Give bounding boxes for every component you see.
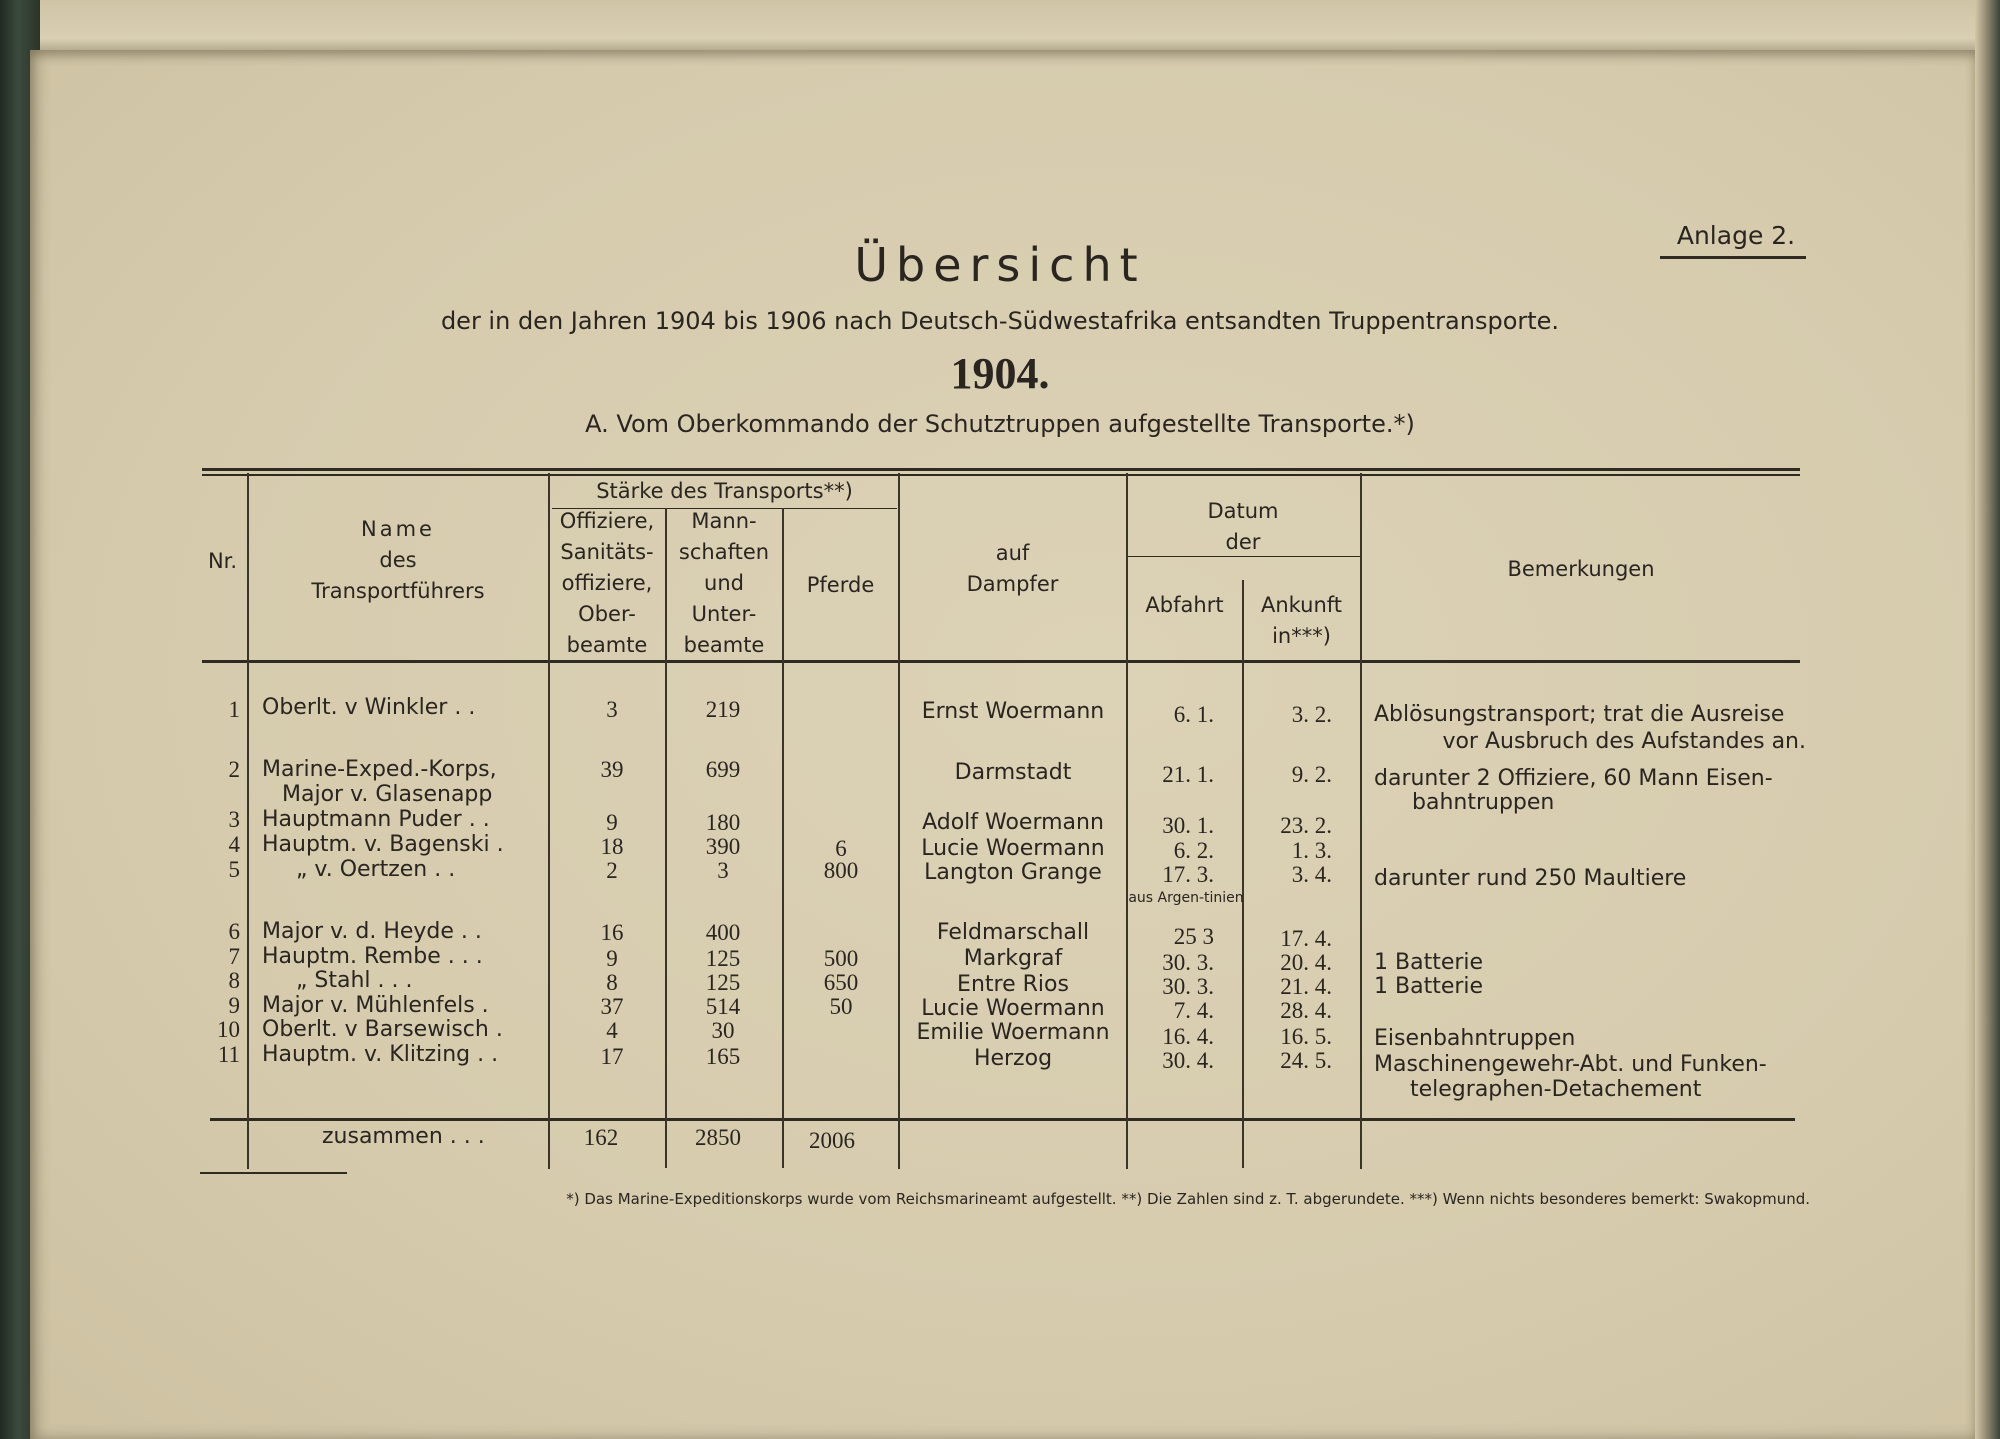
row-men: 30	[711, 1018, 735, 1043]
row-men: 125	[705, 970, 741, 995]
row-departure: 21. 1.	[1162, 762, 1214, 787]
row-name: Hauptm. v. Bagenski .	[262, 832, 504, 857]
row-departure: 6. 2.	[1173, 838, 1214, 863]
row-departure: 30. 1.	[1162, 813, 1214, 838]
row-officers: 8	[606, 970, 618, 995]
row-remarks: darunter rund 250 Maultiere	[1374, 866, 1687, 891]
header-horses: Pferde	[806, 573, 875, 597]
column-rule	[782, 508, 784, 1168]
row-name: Hauptm. v. Klitzing . .	[262, 1042, 499, 1067]
row-officers: 37	[600, 994, 624, 1019]
row-officers: 3	[606, 697, 618, 722]
row-remarks-cont: bahntruppen	[1412, 790, 1555, 815]
row-name: Major v. Mühlenfels .	[262, 993, 489, 1018]
row-horses: 800	[823, 858, 859, 883]
row-steamer: Emilie Woermann	[916, 1020, 1110, 1045]
header-arrival	[1244, 590, 1359, 652]
row-steamer: Feldmarschall	[936, 920, 1090, 945]
header-officers	[550, 506, 664, 661]
row-remarks: darunter 2 Offiziere, 60 Mann Eisen-	[1374, 766, 1773, 791]
row-men: 514	[705, 994, 741, 1019]
header-name-line: Name	[361, 517, 435, 541]
row-nr: 2	[228, 757, 240, 782]
row-departure: 6. 1.	[1173, 702, 1214, 727]
row-men: 219	[705, 697, 741, 722]
header-line: in***)	[1272, 624, 1331, 648]
header-line: Unter-	[691, 602, 757, 626]
totals-label: zusammen . . .	[322, 1124, 485, 1149]
row-officers: 39	[600, 757, 624, 782]
row-steamer: Lucie Woermann	[921, 996, 1105, 1021]
row-nr: 7	[228, 944, 240, 969]
row-officers: 9	[606, 946, 618, 971]
row-horses: 50	[829, 994, 853, 1019]
row-men: 165	[705, 1044, 741, 1069]
row-steamer: Herzog	[973, 1046, 1053, 1071]
row-arrival: 24. 5.	[1280, 1048, 1332, 1073]
column-rule	[1126, 473, 1128, 1169]
document-subtitle: der in den Jahren 1904 bis 1906 nach Deutsch-Südwestafrika entsandten Truppentransporte.	[440, 307, 1560, 335]
row-name: Marine-Exped.-Korps,	[262, 757, 497, 782]
row-arrival: 1. 3.	[1291, 838, 1332, 863]
row-nr: 3	[228, 807, 240, 832]
row-men: 400	[705, 920, 741, 945]
row-remarks: 1 Batterie	[1374, 950, 1484, 975]
row-men: 125	[705, 946, 741, 971]
totals-officers: 162	[583, 1125, 619, 1150]
header-line: schaften	[678, 540, 770, 564]
header-line: Dampfer	[966, 572, 1059, 596]
row-officers: 16	[600, 920, 624, 945]
row-departure: 7. 4.	[1173, 998, 1214, 1023]
row-name-cont: Major v. Glasenapp	[282, 782, 493, 807]
row-horses: 650	[823, 970, 859, 995]
row-nr: 4	[228, 832, 240, 857]
row-steamer: Darmstadt	[954, 760, 1072, 785]
header-remarks: Bemerkungen	[1507, 557, 1655, 581]
header-line: Sanitäts-	[560, 540, 654, 564]
totals-men: 2850	[695, 1125, 741, 1150]
book-edge-right	[1975, 0, 2000, 1439]
row-nr: 5	[228, 857, 240, 882]
facing-page-edge	[40, 0, 1980, 55]
header-date-group	[1128, 496, 1358, 558]
header-line: der	[1225, 530, 1261, 554]
footnote: *) Das Marine-Expeditionskorps wurde vom Reichsmarineamt aufgestellt. **) Die Zahlen sind z. T. abgerundete. ***) Wenn nichts besonderes bemerkt: Swakopmund.	[566, 1190, 1810, 1208]
row-arrival: 21. 4.	[1280, 974, 1332, 999]
row-arrival: 3. 2.	[1291, 702, 1332, 727]
row-steamer: Langton Grange	[924, 860, 1102, 885]
header-men	[667, 506, 781, 661]
header-line: Datum	[1207, 499, 1279, 523]
row-departure: 16. 4.	[1162, 1024, 1214, 1049]
row-horses: 6	[835, 836, 847, 861]
row-steamer: Entre Rios	[957, 972, 1069, 997]
row-remarks: Eisenbahntruppen	[1374, 1026, 1576, 1051]
header-strength-group: Stärke des Transports**)	[596, 479, 853, 503]
row-remarks-cont: vor Ausbruch des Aufstandes an.	[1442, 729, 1806, 754]
totals-top-rule	[210, 1118, 1795, 1121]
row-remarks: 1 Batterie	[1374, 974, 1484, 999]
header-line: Offiziere,	[559, 509, 655, 533]
header-bottom-rule	[202, 660, 1800, 663]
row-nr: 10	[217, 1017, 240, 1042]
row-arrival: 16. 5.	[1280, 1024, 1332, 1049]
row-men: 3	[717, 858, 729, 883]
row-officers: 4	[606, 1018, 618, 1043]
annex-underline	[1660, 256, 1806, 259]
row-remarks: Ablösungstransport; trat die Ausreise	[1374, 702, 1785, 727]
row-arrival: 23. 2.	[1280, 813, 1332, 838]
row-remarks-cont: telegraphen-Detachement	[1410, 1077, 1702, 1102]
row-nr: 9	[228, 993, 240, 1018]
header-line: Ober-	[578, 602, 636, 626]
row-arrival: 9. 2.	[1291, 762, 1332, 787]
header-steamer	[900, 538, 1125, 600]
row-men: 180	[705, 810, 741, 835]
footnote-rule	[200, 1172, 347, 1174]
row-officers: 17	[600, 1044, 624, 1069]
annex-label: Anlage 2.	[1676, 221, 1796, 250]
row-name: Major v. d. Heyde . .	[262, 919, 482, 944]
header-line: Ankunft	[1260, 593, 1343, 617]
row-name: Hauptmann Puder . .	[262, 807, 490, 832]
header-line: beamte	[566, 633, 648, 657]
column-rule	[1242, 580, 1244, 1168]
row-men: 699	[705, 757, 741, 782]
header-departure: Abfahrt	[1145, 593, 1224, 617]
totals-horses: 2006	[809, 1128, 855, 1153]
header-name-line: Transportführers	[311, 579, 485, 603]
row-name: Oberlt. v Winkler . .	[262, 695, 476, 720]
row-steamer: Lucie Woermann	[921, 836, 1105, 861]
row-departure: 30. 3.	[1162, 950, 1214, 975]
row-horses: 500	[823, 946, 859, 971]
row-officers: 9	[606, 810, 618, 835]
row-officers: 18	[600, 834, 624, 859]
row-arrival: 3. 4.	[1291, 862, 1332, 887]
row-name: Hauptm. Rembe . . .	[262, 944, 483, 969]
header-line: beamte	[683, 633, 765, 657]
header-nr: Nr.	[207, 549, 238, 573]
row-men: 390	[705, 834, 741, 859]
row-arrival: 17. 4.	[1280, 926, 1332, 951]
row-name: „ Stahl . . .	[296, 968, 413, 993]
row-departure: 25 3	[1173, 924, 1214, 949]
table-top-rule	[202, 468, 1800, 471]
row-nr: 8	[228, 968, 240, 993]
row-steamer: Markgraf	[963, 946, 1063, 971]
row-departure: 30. 3.	[1162, 974, 1214, 999]
row-remarks: Maschinengewehr-Abt. und Funken-	[1374, 1052, 1767, 1077]
row-name: „ v. Oertzen . .	[296, 857, 456, 882]
row-departure: 30. 4.	[1162, 1048, 1214, 1073]
header-line: auf	[995, 541, 1030, 565]
row-name: Oberlt. v Barsewisch .	[262, 1017, 503, 1042]
header-line: Mann-	[691, 509, 757, 533]
row-nr: 11	[217, 1042, 240, 1067]
row-steamer: Adolf Woermann	[922, 810, 1104, 835]
row-departure: 17. 3.	[1162, 862, 1214, 887]
row-steamer: Ernst Woermann	[921, 699, 1105, 724]
header-line: und	[704, 571, 744, 595]
header-name	[250, 514, 546, 607]
row-arrival: 20. 4.	[1280, 950, 1332, 975]
table-top-rule-2	[202, 474, 1800, 476]
section-heading: A. Vom Oberkommando der Schutztruppen aufgestellte Transporte.*)	[585, 410, 1415, 438]
header-name-line: des	[379, 548, 417, 572]
document-title: Übersicht	[854, 238, 1146, 292]
row-officers: 2	[606, 858, 618, 883]
year-heading: 1904.	[950, 349, 1050, 398]
row-departure-note: aus Argen-tinien	[1128, 890, 1244, 906]
row-arrival: 28. 4.	[1280, 998, 1332, 1023]
row-nr: 6	[228, 919, 240, 944]
header-line: offiziere,	[561, 571, 653, 595]
column-rule	[247, 473, 249, 1169]
row-nr: 1	[228, 697, 240, 722]
